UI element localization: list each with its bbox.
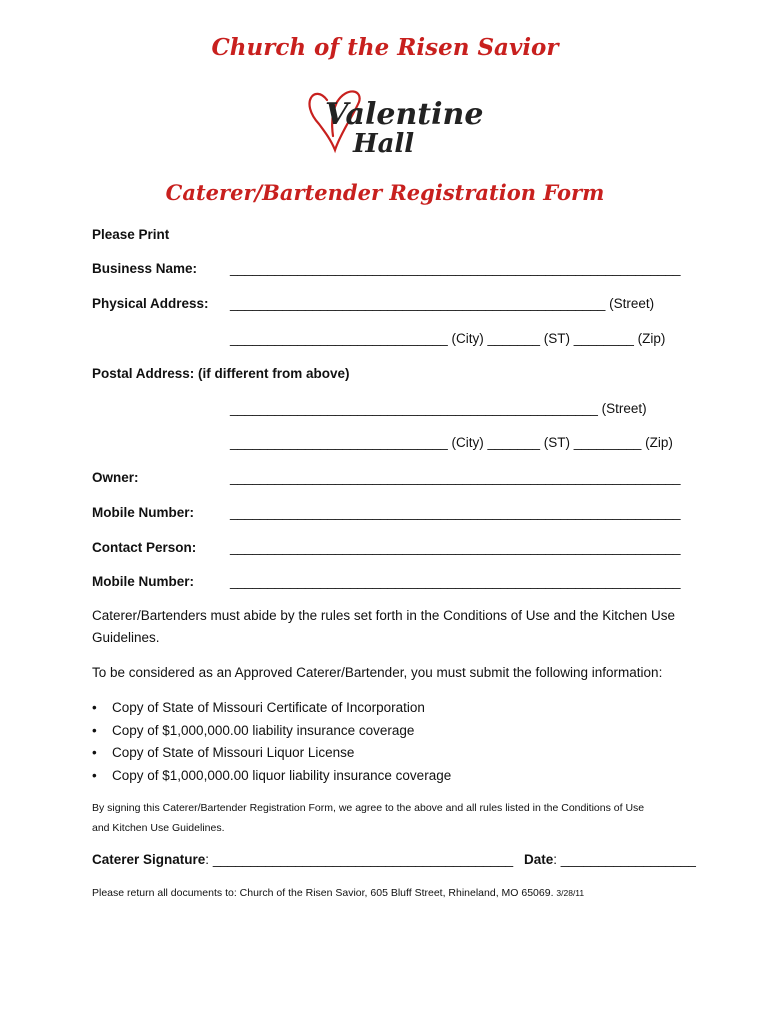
approved-intro-text: To be considered as an Approved Caterer/Bartender, you must submit the following information: xyxy=(92,665,663,680)
bullet-icon: • xyxy=(92,745,97,760)
postal-city-state-zip-field[interactable]: _____________________________ (City) _______ (ST) _________ (Zip) xyxy=(230,435,673,450)
list-item: • Copy of State of Missouri Liquor License xyxy=(92,745,355,760)
signature-row: Caterer Signature: ________________________________________ xyxy=(92,852,514,867)
postal-address-label: Postal Address: (if different from above) xyxy=(92,366,350,381)
physical-street-field[interactable]: __________________________________________________ (Street) xyxy=(230,296,655,311)
date-row: Date: __________________ xyxy=(524,852,696,867)
valentine-hall-logo xyxy=(305,80,484,160)
agreement-text-line1: By signing this Caterer/Bartender Registration Form, we agree to the above and all rules listed in the Conditions of Use xyxy=(92,802,645,814)
contact-person-field[interactable]: ____________________________________________________________ xyxy=(230,540,681,555)
mobile-number-label: Mobile Number: xyxy=(92,505,195,520)
rules-text-line2: Guidelines. xyxy=(92,630,160,645)
agreement-text-line2: and Kitchen Use Guidelines. xyxy=(92,822,225,834)
bullet-icon: • xyxy=(92,700,97,715)
bullet-icon: • xyxy=(92,768,97,783)
physical-address-label: Physical Address: xyxy=(92,296,209,311)
please-print-label: Please Print xyxy=(92,227,170,242)
caterer-signature-field[interactable]: ________________________________________ xyxy=(212,852,514,867)
bullet-icon: • xyxy=(92,723,97,738)
contact-mobile-number-field[interactable]: ____________________________________________________________ xyxy=(230,574,681,589)
date-label: Date xyxy=(524,852,554,867)
contact-person-label: Contact Person: xyxy=(92,540,197,555)
physical-city-state-zip-field[interactable]: _____________________________ (City) _______ (ST) ________ (Zip) xyxy=(230,331,666,346)
caterer-signature-label: Caterer Signature xyxy=(92,852,206,867)
contact-mobile-number-label: Mobile Number: xyxy=(92,574,195,589)
list-item: • Copy of $1,000,000.00 liability insurance coverage xyxy=(92,723,415,738)
return-address-text: Please return all documents to: Church of the Risen Savior, 605 Bluff Street, Rhineland, MO 65069. 3/28/11 xyxy=(92,887,585,899)
list-item: • Copy of $1,000,000.00 liquor liability insurance coverage xyxy=(92,768,452,783)
heart-logo-icon xyxy=(305,80,484,160)
owner-field[interactable]: ____________________________________________________________ xyxy=(230,470,681,485)
date-field[interactable]: __________________ xyxy=(560,852,696,867)
postal-street-field[interactable]: _________________________________________________ (Street) xyxy=(230,401,647,416)
logo-text-hall: Hall xyxy=(353,129,415,159)
business-name-field[interactable]: ____________________________________________________________ xyxy=(230,261,681,276)
list-item: • Copy of State of Missouri Certificate of Incorporation xyxy=(92,700,425,715)
owner-label: Owner: xyxy=(92,470,139,485)
mobile-number-field[interactable]: ____________________________________________________________ xyxy=(230,505,681,520)
business-name-label: Business Name: xyxy=(92,261,198,276)
form-title: Caterer/Bartender Registration Form xyxy=(165,180,605,205)
church-name: Church of the Risen Savior xyxy=(211,34,559,61)
revision-date: 3/28/11 xyxy=(556,888,585,898)
logo-text-valentine: Valentine xyxy=(325,97,484,132)
rules-text-line1: Caterer/Bartenders must abide by the rules set forth in the Conditions of Use and the Kitchen Use xyxy=(92,608,676,623)
